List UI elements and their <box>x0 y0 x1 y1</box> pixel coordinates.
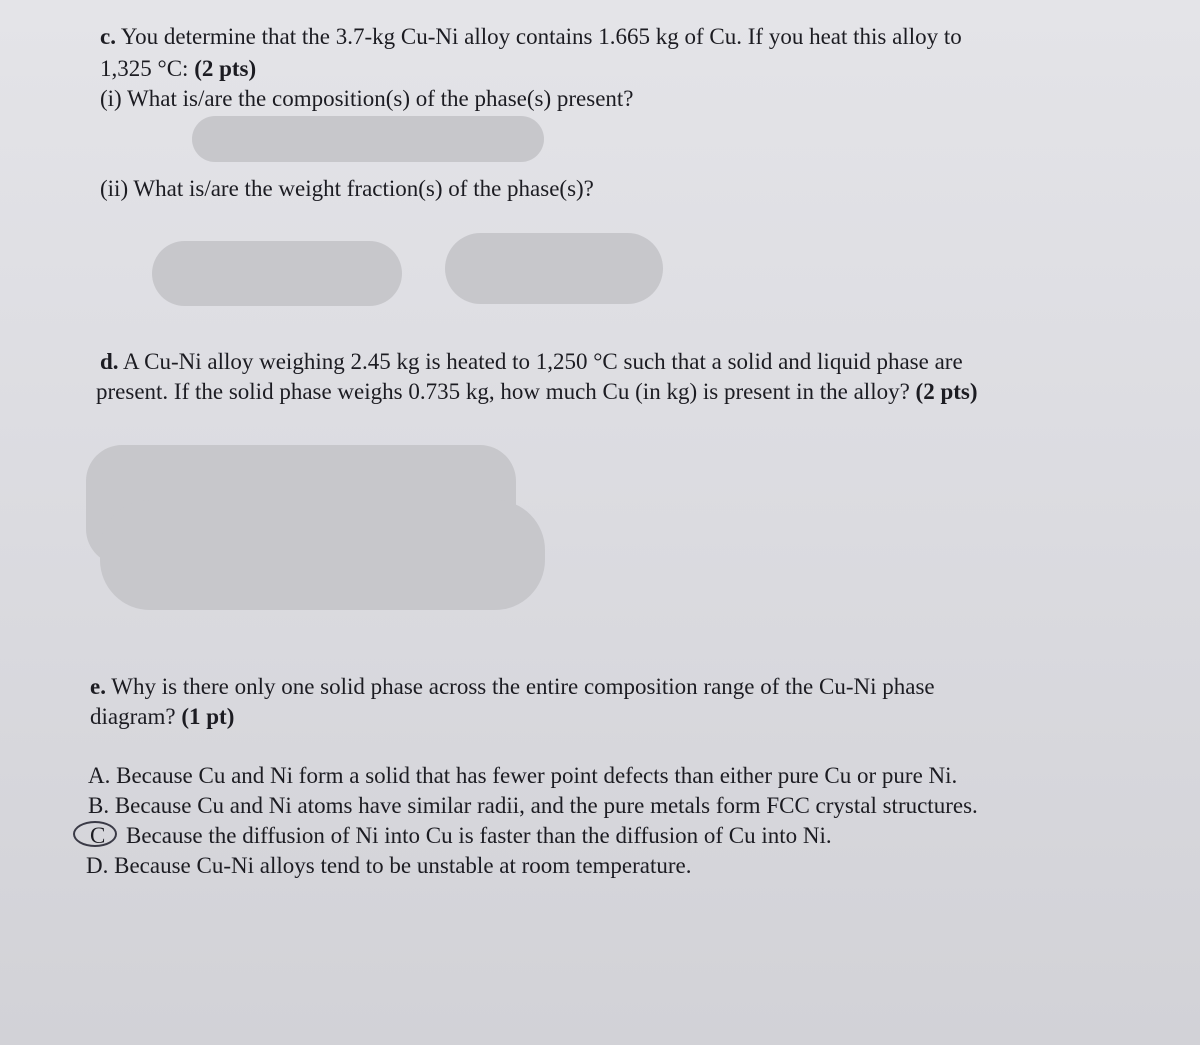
question-c-part-i: (i) What is/are the composition(s) of the phase(s) present? <box>100 86 634 111</box>
option-c <box>86 821 832 851</box>
question-c-line2 <box>100 54 256 84</box>
option-a-letter: A. <box>88 763 111 788</box>
question-e-points: (1 pt) <box>181 704 235 729</box>
redaction-blob <box>445 233 663 304</box>
option-b-text: Because Cu and Ni atoms have similar radii, and the pure metals form FCC crystal structures. <box>114 793 978 818</box>
question-c-text: You determine that the 3.7-kg Cu-Ni alloy contains 1.665 kg of Cu. If you heat this alloy to <box>115 24 962 49</box>
question-c-points: (2 pts) <box>194 56 257 81</box>
question-d-points: (2 pts) <box>915 379 978 404</box>
option-d-letter: D. <box>86 853 109 878</box>
option-d <box>86 851 692 881</box>
question-d-line1 <box>100 347 963 377</box>
question-e-line1 <box>90 672 935 702</box>
option-c-letter: C <box>90 823 106 848</box>
question-e-question: diagram? <box>90 704 182 729</box>
question-e-label: e. <box>90 674 106 699</box>
question-d-label: d. <box>100 349 119 374</box>
redaction-blob <box>192 116 544 162</box>
question-d-question: present. If the solid phase weighs 0.735 kg, how much Cu (in kg) is present in the alloy? <box>96 379 916 404</box>
question-e-line2 <box>90 702 234 732</box>
option-c-text: Because the diffusion of Ni into Cu is faster than the diffusion of Cu into Ni. <box>126 823 832 848</box>
question-c-part-ii: (ii) What is/are the weight fraction(s) of the phase(s)? <box>100 176 594 201</box>
question-d-line2 <box>96 377 978 407</box>
option-a <box>88 761 957 791</box>
question-c-line1 <box>100 22 962 52</box>
question-c-temperature: 1,325 °C: <box>100 56 195 81</box>
option-b <box>88 791 978 821</box>
question-d-text: A Cu-Ni alloy weighing 2.45 kg is heated to 1,250 °C such that a solid and liquid phase are <box>118 349 963 374</box>
redaction-blob <box>100 500 545 610</box>
option-d-text: Because Cu-Ni alloys tend to be unstable at room temperature. <box>114 853 692 878</box>
option-b-letter: B. <box>88 793 110 818</box>
option-a-text: Because Cu and Ni form a solid that has fewer point defects than either pure Cu or pure Ni. <box>116 763 958 788</box>
redaction-blob <box>152 241 402 306</box>
question-c-label: c. <box>100 24 116 49</box>
question-e-text: Why is there only one solid phase across the entire composition range of the Cu-Ni phase <box>105 674 935 699</box>
